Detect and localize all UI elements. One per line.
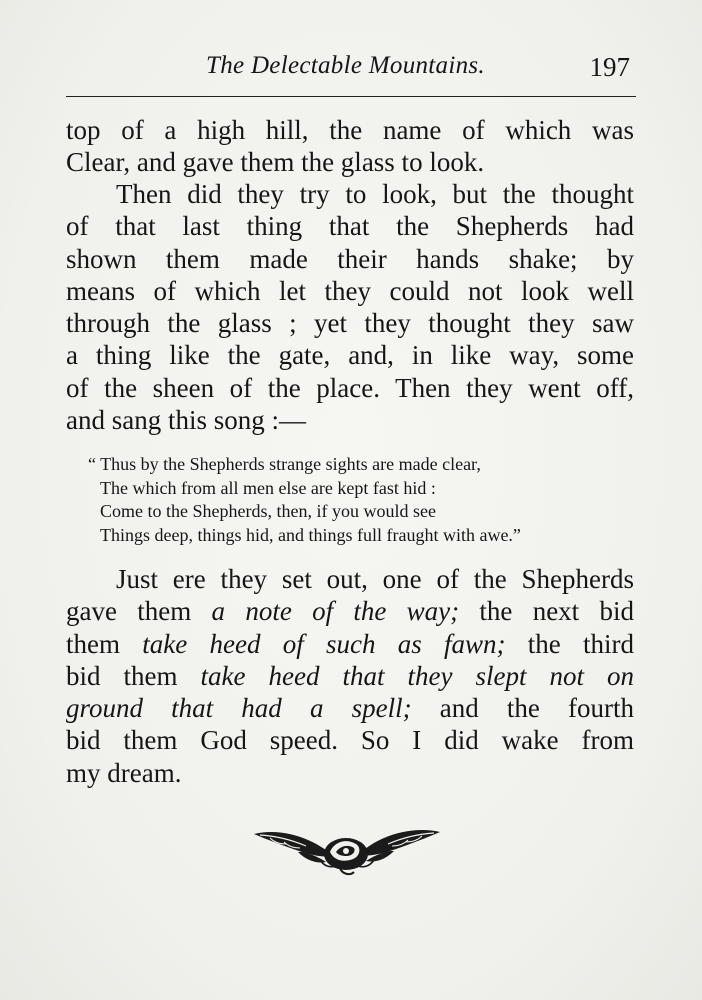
paragraph-looking-through-glass (66, 178, 634, 436)
floral-tailpiece-ornament-icon (250, 822, 444, 880)
text-line (66, 692, 634, 724)
italic-text-run: take heed that they slept not on (200, 660, 634, 691)
verse-line: Things deep, things hid, and things full fraught with awe.” (100, 524, 521, 545)
text-run: gave them (66, 596, 212, 627)
text-line: means of which let they could not look well (66, 275, 634, 306)
text-line: and sang this song :— (66, 405, 306, 436)
text-line: Then did they try to look, but the thought (116, 179, 634, 209)
running-title: The Delectable Mountains. (206, 52, 485, 79)
italic-text-run: ground that had a spell; (66, 693, 412, 724)
text-line (66, 660, 634, 692)
text-run: and the fourth (411, 693, 634, 724)
text-line: my dream. (66, 757, 182, 788)
verse-line: Come to the Shepherds, then, if you would see (100, 501, 436, 521)
verse-block (88, 453, 618, 547)
header-rule (66, 96, 636, 97)
text-line (66, 628, 634, 660)
text-line (66, 595, 634, 627)
text-line: shown them made their hands shake; by (66, 243, 634, 274)
text-line: a thing like the gate, and, in like way, some (66, 340, 634, 371)
verse-line: The which from all men else are kept fast hid : (100, 477, 436, 498)
page-header (66, 52, 636, 88)
paragraph-shepherds-farewell (66, 563, 634, 789)
text-line: of that last thing that the Shepherds had (66, 211, 634, 242)
text-run: them (66, 628, 143, 659)
paragraph-continuation (66, 114, 634, 179)
verse-line: “ Thus by the Shepherds strange sights are made clear, (88, 454, 481, 474)
text-line: bid them God speed. So I did wake from (66, 725, 634, 756)
text-line: of the sheen of the place. Then they went off, (66, 372, 634, 403)
italic-text-run: take heed of such as fawn; (142, 628, 506, 659)
page-number: 197 (589, 52, 630, 82)
text-line: top of a high hill, the name of which was (66, 115, 634, 145)
text-line: Just ere they set out, one of the Shepherds (116, 564, 634, 594)
text-run: bid them (66, 660, 201, 691)
italic-text-run: a note of the way; (211, 596, 460, 627)
text-run: the third (505, 628, 634, 659)
text-line: through the glass ; yet they thought they saw (66, 308, 634, 339)
text-run: the next bid (459, 596, 634, 627)
text-line: Clear, and gave them the glass to look. (66, 147, 485, 178)
